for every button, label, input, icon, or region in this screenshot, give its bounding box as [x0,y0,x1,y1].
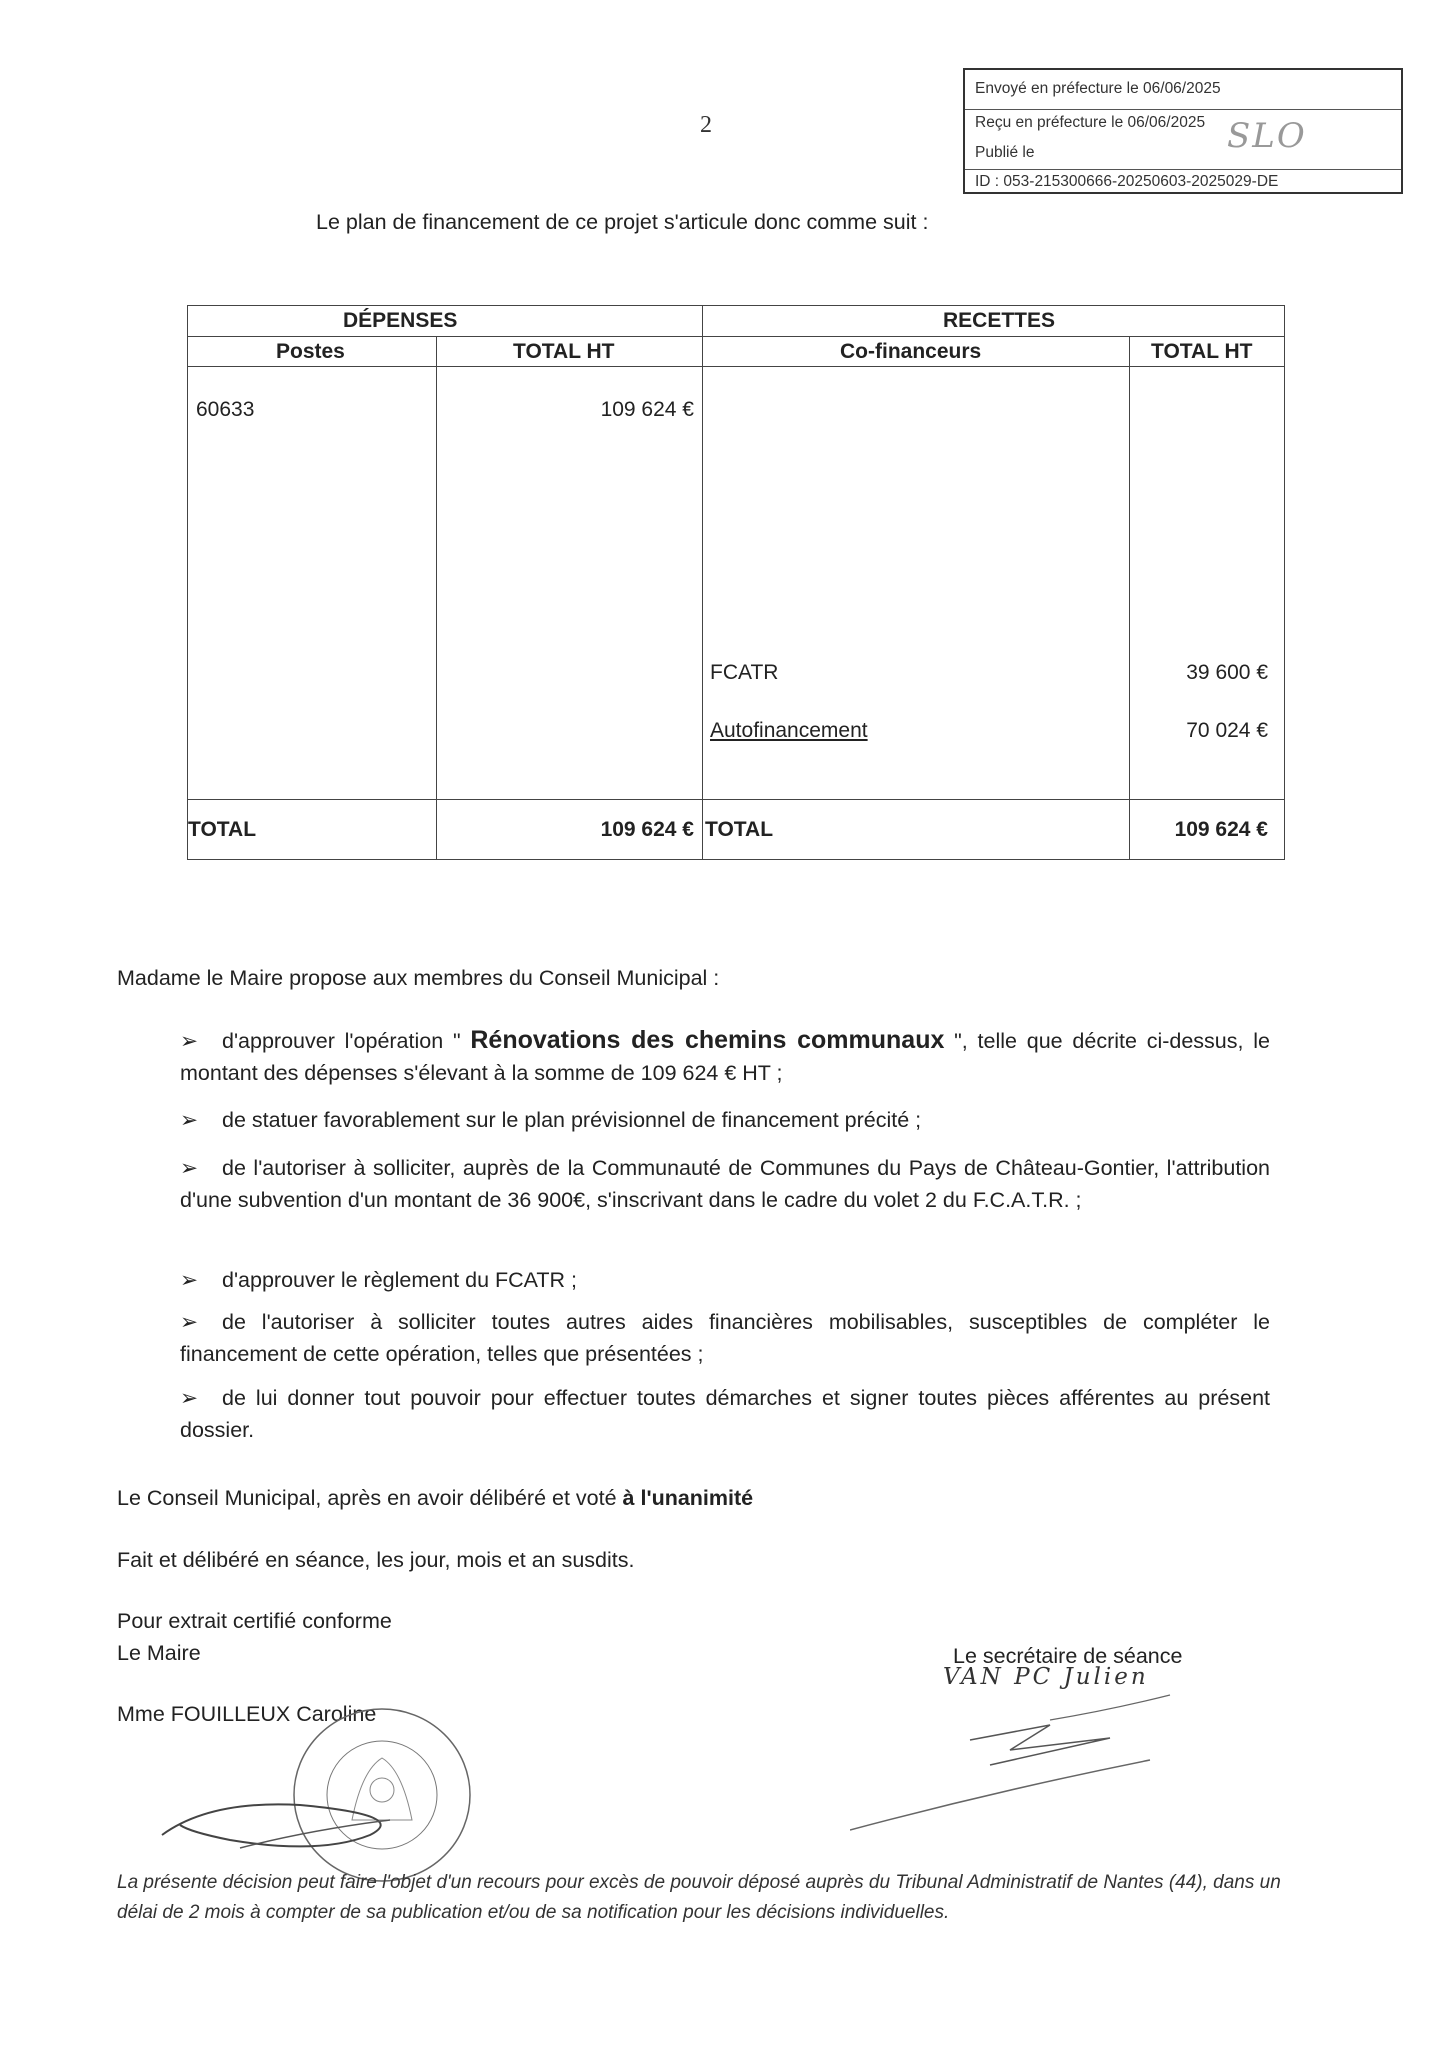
bullet-text: de l'autoriser à solliciter, auprès de la Communauté de Communes du Pays de Château-Gontier, l'attribution d'une subvention d'un montant de 36 900€, s'inscrivant dans le cadre du volet 2 du F.C.A.T.R. ; [180,1156,1270,1212]
vote-text: Le Conseil Municipal, après en avoir délibéré et voté [117,1486,617,1510]
bullet-text: de l'autoriser à solliciter toutes autres aides financières mobilisables, susceptibles de compléter le financement de cette opération, telles que présentées ; [180,1310,1270,1366]
bullet-financing-plan [180,1104,1270,1136]
signature-stroke [850,1760,1150,1830]
vote-statement [117,1482,753,1515]
bullet-approve-operation [180,1024,1270,1089]
recette-fcatr-montant: 39 600 € [1186,661,1268,684]
arrow-icon: ➢ [180,1268,199,1292]
proposal-intro: Madame le Maire propose aux membres du Conseil Municipal : [117,966,720,990]
column-cofinanceurs: Co-financeurs [840,340,982,363]
bullet-subsidy-request [180,1152,1270,1216]
secretaire-label: Le secrétaire de séance [953,1644,1183,1668]
prefecture-stamp-box [963,68,1403,194]
stamp-divider [965,169,1401,170]
intro-text: Le plan de financement de ce projet s'articule donc comme suit : [316,210,929,234]
table-divider [188,366,1284,367]
column-postes: Postes [276,340,345,363]
page-number: 2 [700,112,712,138]
stamp-handwritten-mark: SLO [1227,116,1307,156]
recettes-header: RECETTES [943,309,1056,332]
vote-result: à l'unanimité [622,1486,754,1510]
bullet-fcatr-rules [180,1264,1270,1296]
stamp-divider [965,109,1401,110]
recette-autofinancement-montant: 70 024 € [1186,719,1268,742]
table-divider [436,336,437,859]
extrait-statement: Pour extrait certifié conforme [117,1609,392,1633]
total-recettes: 109 624 € [1174,818,1268,841]
secretaire-signature [850,1680,1250,1850]
column-total-ht-depenses: TOTAL HT [513,340,615,363]
total-label-recettes: TOTAL [705,818,774,841]
operation-title: Rénovations des chemins communaux [470,1026,945,1054]
arrow-icon: ➢ [180,1029,199,1053]
arrow-icon: ➢ [180,1156,199,1180]
fait-statement: Fait et délibéré en séance, les jour, mois et an susdits. [117,1548,635,1572]
depense-poste: 60633 [196,398,255,421]
financing-table [187,305,1285,860]
secretaire-handwritten-name: VAN PC Julien [943,1664,1149,1690]
bullet-text: de lui donner tout pouvoir pour effectuer toutes démarches et signer toutes pièces afférentes au présent dossier. [180,1386,1270,1442]
table-divider [188,336,1284,337]
depense-montant: 109 624 € [600,398,694,421]
maire-signature [150,1760,470,1870]
table-divider [1129,336,1130,859]
table-divider [702,306,703,859]
bullet-text: ", telle que décrite ci-dessus, le montant des dépenses s'élevant à la somme de 109 624 € HT ; [180,1029,1270,1085]
arrow-icon: ➢ [180,1310,199,1334]
bullet-full-power [180,1382,1270,1446]
recette-autofinancement-label: Autofinancement [710,719,868,742]
total-depenses: 109 624 € [600,818,694,841]
maire-title: Le Maire [117,1641,201,1665]
table-divider [188,799,1284,800]
stamp-id: ID : 053-215300666-20250603-2025029-DE [975,173,1279,190]
stamp-published: Publié le [975,144,1035,161]
stamp-sent-date: Envoyé en préfecture le 06/06/2025 [975,80,1221,97]
depenses-header: DÉPENSES [343,309,458,332]
bullet-text: d'approuver le règlement du FCATR ; [222,1268,578,1292]
arrow-icon: ➢ [180,1108,199,1132]
stamp-received-date: Reçu en préfecture le 06/06/2025 [975,114,1206,131]
bullet-other-aid [180,1306,1270,1370]
column-total-ht-recettes: TOTAL HT [1151,340,1253,363]
signature-stroke [1050,1695,1170,1720]
arrow-icon: ➢ [180,1386,199,1410]
bullet-text: de statuer favorablement sur le plan prévisionnel de financement précité ; [222,1108,922,1132]
legal-recourse-note: La présente décision peut faire l'objet d'un recours pour excès de pouvoir déposé auprès du Tribunal Administratif de Nantes (44), dans un délai de 2 mois à compter de sa publication et/ou de sa notification pour les décisions individuelles. [117,1872,1281,1923]
recette-fcatr-label: FCATR [710,661,779,684]
signature-stroke [970,1725,1110,1765]
total-label-depenses: TOTAL [188,818,257,841]
bullet-text: d'approuver l'opération " [222,1029,461,1053]
maire-name: Mme FOUILLEUX Caroline [117,1702,377,1726]
